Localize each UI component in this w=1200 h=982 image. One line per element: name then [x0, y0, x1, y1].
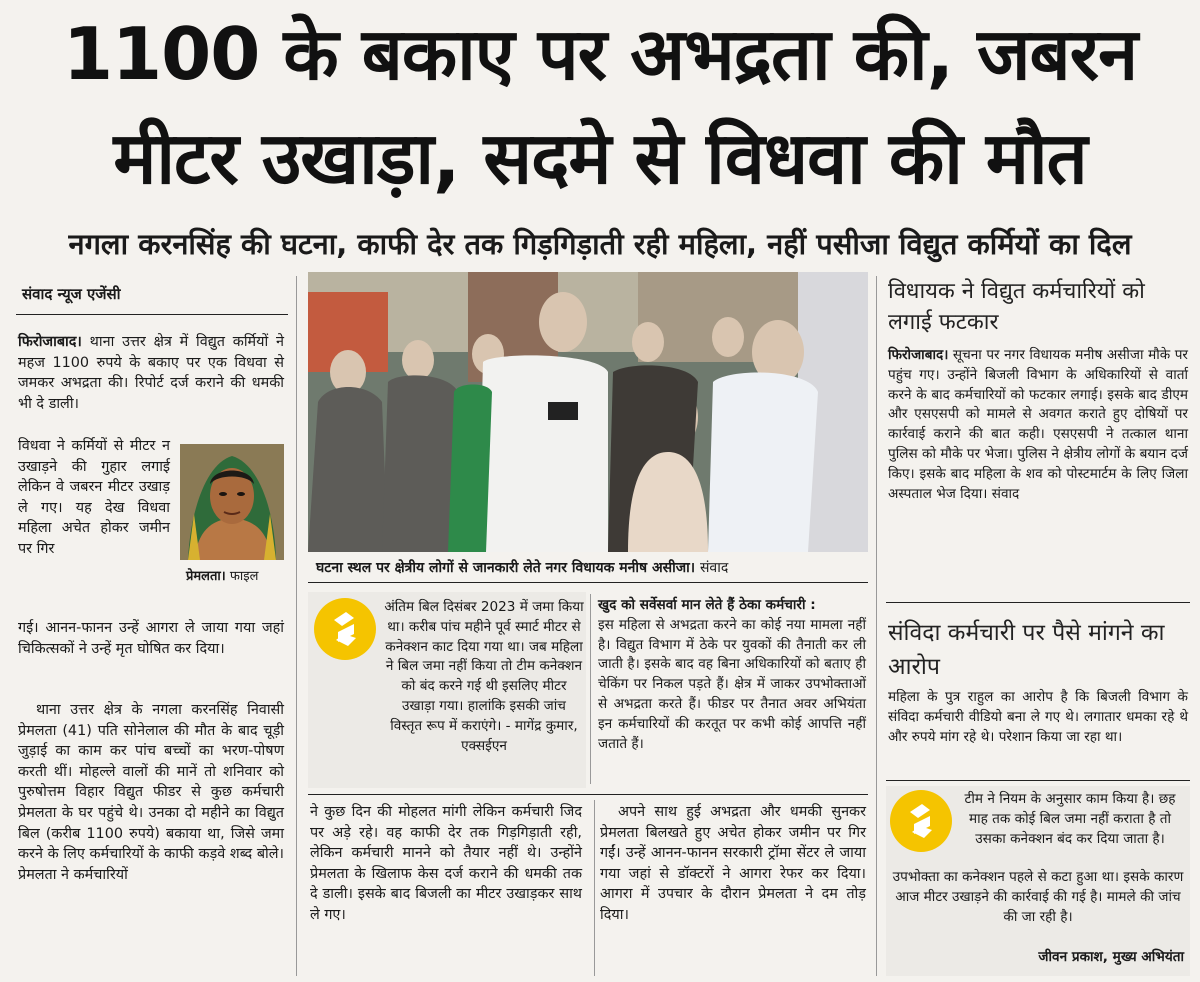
xen-quote: अंतिम बिल दिसंबर 2023 में जमा किया था। करीब पांच महीने पूर्व स्मार्ट मीटर से कनेक्शन काट दिया गया था। जब महिला ने बिल जमा नहीं किया तो टीम कनेक्शन को बंद करने गई थी इसलिए मीटर उखाड़ा गया। हालांकि इसकी जांच विस्तृत रूप में कराएंगे। - मागेंद्र कुमार, एक्सईएन — [384, 599, 584, 754]
headline — [10, 2, 1190, 212]
photo-caption-text: घटना स्थल पर क्षेत्रीय लोगों से जानकारी लेते नगर विधायक मनीष असीजा। — [316, 560, 696, 576]
sidebar1-dateline: फिरोजाबाद। — [888, 347, 949, 363]
sidebar1-body — [888, 346, 1188, 504]
box-divider — [590, 594, 591, 784]
sidebar-rule-2 — [886, 780, 1190, 781]
story-lead — [18, 332, 284, 414]
portrait-name: प्रेमलता। — [186, 569, 226, 584]
lead-text: थाना उत्तर क्षेत्र में विद्युत कर्मियों ने महज 1100 रुपये के बकाए पर एक विधवा से जमकर अभद्रता की। रिपोर्ट दर्ज कराने की धमकी भी दे डाली। — [18, 334, 284, 412]
portrait-tag: फाइल — [229, 569, 259, 584]
main-photo — [308, 272, 868, 552]
boxes-rule — [308, 794, 868, 795]
byline: संवाद न्यूज एजेंसी — [22, 285, 121, 303]
byline-rule — [16, 314, 288, 315]
photo-credit: संवाद — [699, 560, 729, 576]
sidebar1-text: सूचना पर नगर विधायक मनीष असीजा मौके पर पहुंच गए। उन्होंने बिजली विभाग के अधिकारियों से वार्ता करने के बाद कर्मचारियों को फटकार लगाई। इसके बाद डीएम और एसएसपी को मामले से अवगत कराते हुए दोषियों पर कार्रवाई कराने की बात कही। एसएसपी ने तत्काल थाना पुलिस को मौके पर भेजा। पुलिस ने क्षेत्रीय लोगों के बयान दर्ज किए। इसके बाद महिला के शव को पोस्टमार्टम के लिए जिला अस्पताल भेज दिया। संवाद — [888, 347, 1188, 502]
engineer-quote-bottom: उपभोक्ता का कनेक्शन पहले से कटा हुआ था। इसके कारण आज मीटर उखाड़ने की कार्रवाई की गई है। मामले की जांच की जा रही है। — [892, 869, 1184, 925]
column-divider-2 — [594, 800, 595, 976]
sidebar2-heading: संविदा कर्मचारी पर पैसे मांगने का आरोप — [888, 620, 1165, 680]
sidebar-divider — [876, 276, 877, 976]
contractor-box — [598, 596, 866, 754]
portrait-photo — [180, 444, 284, 560]
engineer-quote-top: टीम ने नियम के अनुसार काम किया है। छह माह तक कोई बिल जमा नहीं कराता है तो उसका कनेक्शन बंद कर दिया जाता है। — [964, 791, 1176, 847]
sidebar1-heading: विधायक ने विद्युत कर्मचारियों को लगाई फटकार — [888, 279, 1145, 335]
story-wrap-text: विधवा ने कर्मियों से मीटर न उखाड़ने की गुहार लगाई लेकिन वे जबरन मीटर उखाड़ ले गए। यह देख विधवा महिला अचेत होकर जमीन पर गिर — [18, 438, 170, 557]
engineer-attribution: जीवन प्रकाश, मुख्य अभियंता — [1038, 949, 1184, 965]
column-divider — [296, 276, 297, 976]
dateline: फिरोजाबाद। — [18, 334, 82, 350]
story-para2: थाना उत्तर क्षेत्र के नगला करनसिंह निवासी प्रेमलता (41) पति सोनेलाल की मौत के बाद चूड़ी जुड़ाई का काम कर पांच बच्चों का भरण-पोषण करती थीं। मोहल्ले वालों की मानें तो शनिवार को पुरुषोत्तम विहार विद्युत फीडर से कुछ कर्मचारी प्रेमलता के घर पहुंचे थे। उनका दो महीने का विद्युत बिल (करीब 1100 रुपये) बकाया था, जिसे जमा करने के लिए कर्मचारियों के काफी कड़वे शब्द बोले। प्रेमलता ने कर्मचारियों — [18, 702, 284, 883]
caption-rule — [308, 582, 868, 583]
contractor-title: खुद को सर्वेसर्वा मान लेते हैं ठेका कर्मचारी : — [598, 597, 816, 613]
story-col2: ने कुछ दिन की मोहलत मांगी लेकिन कर्मचारी जिद पर अड़े रहे। वह काफी देर तक गिड़गिड़ाती रही, लेकिन कर्मचारी मानने को तैयार नहीं थे। उन्होंने प्रेमलता के खिलाफ केस दर्ज कराने की धमकी तक दे डाली। इसके बाद बिजली का मीटर उखाड़कर साथ ले गए। — [310, 804, 582, 923]
samvad-logo-icon-2 — [890, 790, 952, 852]
portrait-caption — [186, 566, 286, 586]
sidebar-rule-1 — [886, 602, 1190, 603]
photo-caption — [316, 558, 868, 578]
sidebar2-text: महिला के पुत्र राहुल का आरोप है कि बिजली विभाग के संविदा कर्मचारी वीडियो बना ले गए थे। लगातार धमका रहे थे और रुपये मांग रहे थे। परेशान किया जा रहा था। — [888, 689, 1188, 745]
story-col3: अपने साथ हुई अभद्रता और धमकी सुनकर प्रेमलता बिलखते हुए अचेत होकर जमीन पर गिर गईं। उन्हें आनन-फानन सरकारी ट्रॉमा सेंटर ले जाया गया जहां से डॉक्टरों ने आगरा रेफर कर दिया। आगरा में उपचार के दौरान प्रेमलता ने दम तोड़ दिया। — [600, 804, 866, 923]
headline-line-1: 1100 के बकाए पर अभद्रता की, जबरन — [62, 12, 1138, 96]
contractor-text: इस महिला से अभद्रता करने का कोई नया मामला नहीं है। विद्युत विभाग में ठेके पर युवकों की तैनाती कर ली जाती है। इसके बाद वह बिना अधिकारियों को बताए ही चेकिंग पर निकल पड़ते हैं। क्षेत्र में जाकर उपभोक्ताओं से अभद्रता करते हैं। फीडर पर तैनात अवर अभियंता इन कर्मचारियों की करतूत पर कभी कोई आपत्ति नहीं जताते हैं। — [598, 616, 866, 752]
story-para1-end: गई। आनन-फानन उन्हें आगरा ले जाया गया जहां चिकित्सकों ने उन्हें मृत घोषित कर दिया। — [18, 620, 284, 657]
subheadline: नगला करनसिंह की घटना, काफी देर तक गिड़गिड़ाती रही महिला, नहीं पसीजा विद्युत कर्मियों का दिल — [68, 227, 1132, 261]
headline-line-2: मीटर उखाड़ा, सदमे से विधवा की मौत — [113, 116, 1087, 200]
